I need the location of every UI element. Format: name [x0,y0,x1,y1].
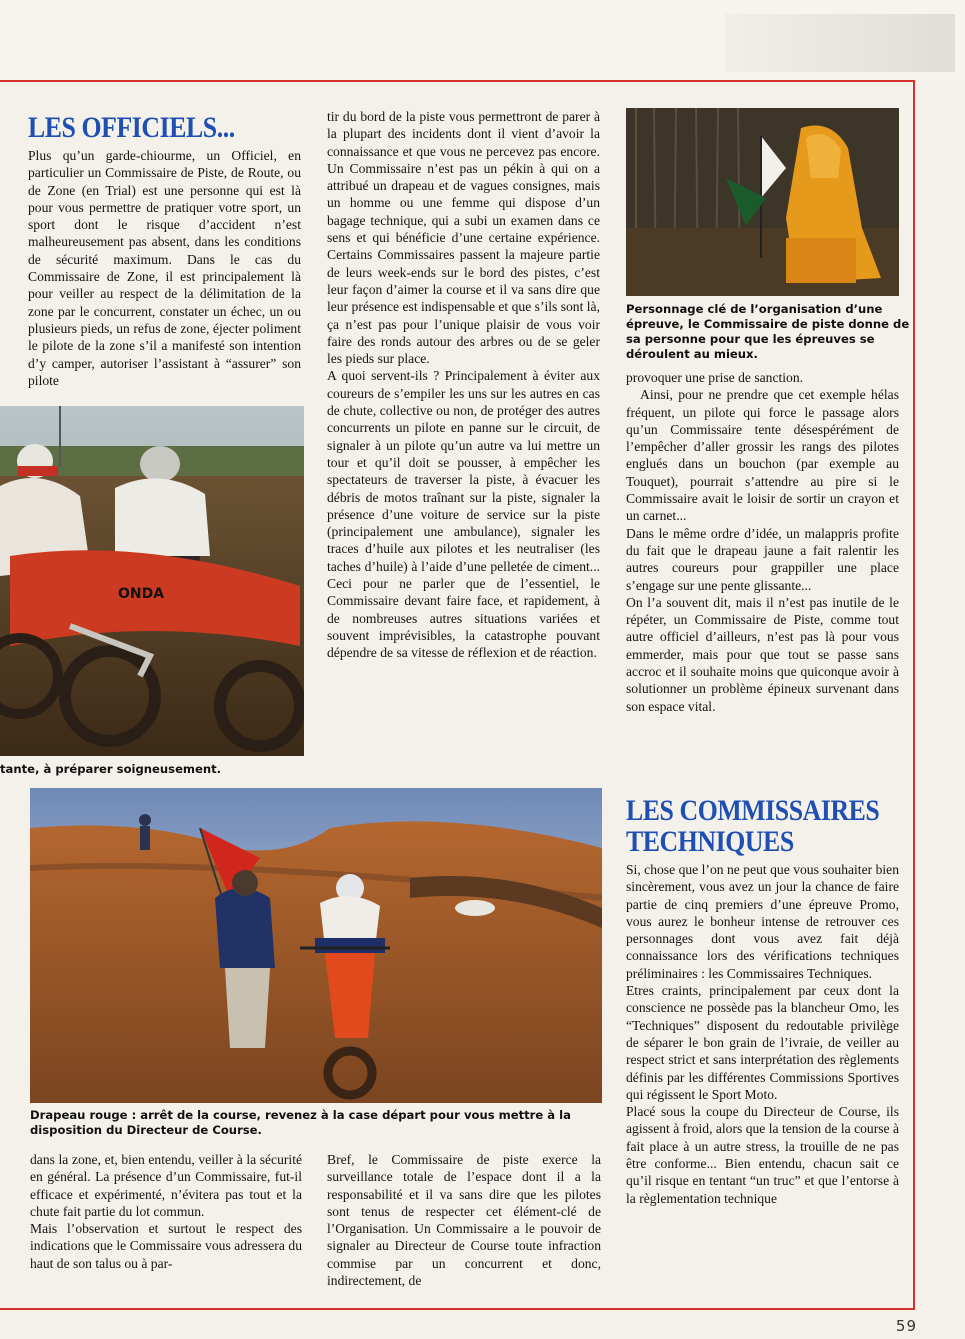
marshal-photo-caption: Personnage clé de l’organisation d’une épreuve, le Commissaire de piste donne de sa personne pour que les épreuves se déroulent au mieux. [626,302,910,361]
bottom-col1-paragraph-b: Mais l’observation et surtout le respect des indications que le Commissaire vous adressera du haut de son talus ou à par- [30,1221,302,1271]
col3-paragraph-e: Si, chose que l’on ne peut que vous souhaiter bien sincèrement, vous avez un jour la chance de faire partie de cinq premiers d’une épreuve Promo, vous aurez le bonheur intense de retrouver ces personnages dont vous avez fait déjà connaissance lors des vérifications techniques préliminaires : les Commissaires Techniques. [626,862,899,981]
photo-track-marshal [626,108,899,296]
col2-paragraph-1: tir du bord de la piste vous permettront de parer à la plupart des incidents dont il vient d’avoir la connaissance et que vous ne percevez pas encore. Un Commissaire n’est pas un pékin à qui on a attribué un drapeau et de vagues consignes, mais un homme ou une femme qui dispose d’un bagage technique, qui a subi un examen dans ce sens et qui bénéficie d’une certaine expérience. Certains Commissaires passent la majeure partie de leurs week-ends sur le bord des pistes, c’est leur façon d’aimer la course et il va sans dire que leur présence est indispensable et que s’ils sont là, ça n’est pas pour l’unique plaisir de vous voir faire des ronds autour des arbres ou de se geler les pieds sur place. [327,109,600,367]
col3-paragraph-g: Placé sous la coupe du Directeur de Course, ils agissent à froid, alors que la tension de la course à fait place à un autre stress, la trouille de ne pas être conforme... Bien entendu, chacun sait ce qu’il risque en tentant “un truc” et que l’entorse à la règlementation technique [626,1104,899,1206]
red-flag-illustration [30,788,602,1103]
marshal-illustration [626,108,899,296]
col1-paragraph: Plus qu’un garde-chiourme, un Officiel, en particulier un Commissaire de Piste, de Route, ou de Zone (en Trial) est une personne qui est là pour vous permettre de pratiquer votre sport, un sport dont le risque d’accident n’est malheureusement pas absent, dans les conditions de sécurité maximum. Dans le cas du Commissaire de Zone, il est principalement là pour veiller au respect de la délimitation de la zone par le concurrent, constater un échec, un ou plusieurs pieds, un refus de zone, éjecter poliment le pilote de la zone s’il a manifesté son intention d’y camper, autoriser l’assistant à “assurer” son pilote [28,148,301,388]
col3-paragraph-c: Dans le même ordre d’idée, un malappris profite du fait que le drapeau jaune a fait ralentir les autres coureurs pour grappiller une place s’engage sur une pente glissante... [626,525,899,593]
riders-illustration [0,406,304,756]
heading-commissaires-techniques [626,794,880,858]
col3-paragraph-f: Etres craints, principalement par ceux dont la conscience ne possède pas la blancheur Omo, les “Techniques” disposent du redoutable privilège de séparer le bon grain de l’ivraie, de veiller au respect strict et sans interprétation des règlements définis par les différentes Commissions Sportives qui régissent le Sport Moto. [626,983,899,1102]
heading-line-1: LES COMMISSAIRES [626,794,880,827]
bottom-col1-paragraph-a: dans la zone, et, bien entendu, veiller à la sécurité en général. La présence d’un Commissaire, fut-il efficace et expérimenté, n’évitera pas tout et la chute fait partie du lot commun. [30,1152,302,1219]
red-flag-photo-caption: Drapeau rouge : arrêt de la course, revenez à la case départ pour vous mettre à la disposition du Directeur de Course. [30,1108,571,1137]
bottom-column-2 [327,1151,601,1289]
photo-red-flag [30,788,602,1103]
heading-les-officiels: LES OFFICIELS... [28,111,235,144]
photo-motocross-riders [0,406,304,756]
page-number: 59 [895,1317,917,1335]
jersey-text: ONDA [118,586,165,602]
red-rule-right [913,80,915,1310]
red-rule-top [0,80,915,82]
heading-line-2: TECHNIQUES [626,825,794,858]
col3-paragraph-a: provoquer une prise de sanction. [626,370,804,385]
faded-header-graphic [725,14,955,72]
col2-paragraph-2: A quoi servent-ils ? Principalement à éviter aux coureurs de s’empiler les uns sur les autres en cas de chute, collective ou non, de protéger des autres concurrents un pilote en panne sur le circuit, de signaler à un pilote qu’un autre va lui mettre un tour et qu’il doit se pousser, à empêcher les spectateurs de traverser la piste, à évacuer les débris de motos traînant sur la piste, signaler la présence d’une voiture de service sur la piste (principalement une ambulance), signaler les traces d’huile aux pilotes et les neutraliser (les taches d’huile) à l’aide d’une pelletée de ciment... Ceci pour ne parler que de l’essentiel, le Commissaire devant faire face, et rapidement, à de nombreuses autres situations variées et souvent imprévisibles, la catastrophe pouvant dépendre de sa vitesse de réflexion et de réaction. [327,368,600,661]
bottom-col2-paragraph: Bref, le Commissaire de piste exerce la surveillance totale de l’espace dont il a la responsabilité et il va sans dire que les pilotes sont tenus de respecter cet élément-clé de l’Organisation. Un Commissaire a le pouvoir de signaler au Directeur de Course toute infraction commise par un concurrent et donc, indirectement, de [327,1152,601,1289]
column-2 [327,108,600,662]
left-photo-caption: tante, à préparer soigneusement. [0,762,222,776]
column-1-top [28,112,301,389]
column-3 [626,369,899,715]
bottom-column-1 [30,1151,302,1272]
col3-paragraph-d: On l’a souvent dit, mais il n’est pas inutile de le répéter, un Commissaire de Piste, comme tout autre officiel d’ailleurs, n’est pas là pour vous emmerder, mais pour que tout se passe sans accroc et il souhaite moins que quiconque avoir à solutionner un problème épineux survenant dans son espace vital. [626,594,899,714]
column-3-technical [626,795,899,1207]
red-rule-bottom [0,1308,915,1310]
col3-paragraph-b: Ainsi, pour ne prendre que cet exemple hélas fréquent, un pilote qui force le passage alors qu’un Commissaire tente désespérément de l’empêcher d’aller grossir les rangs des pilotes englués dans un bouchon (par exemple au Touquet), pourrait s’attendre au pire si le Commissaire avait le loisir de sortir un crayon et un carnet... [626,387,899,524]
